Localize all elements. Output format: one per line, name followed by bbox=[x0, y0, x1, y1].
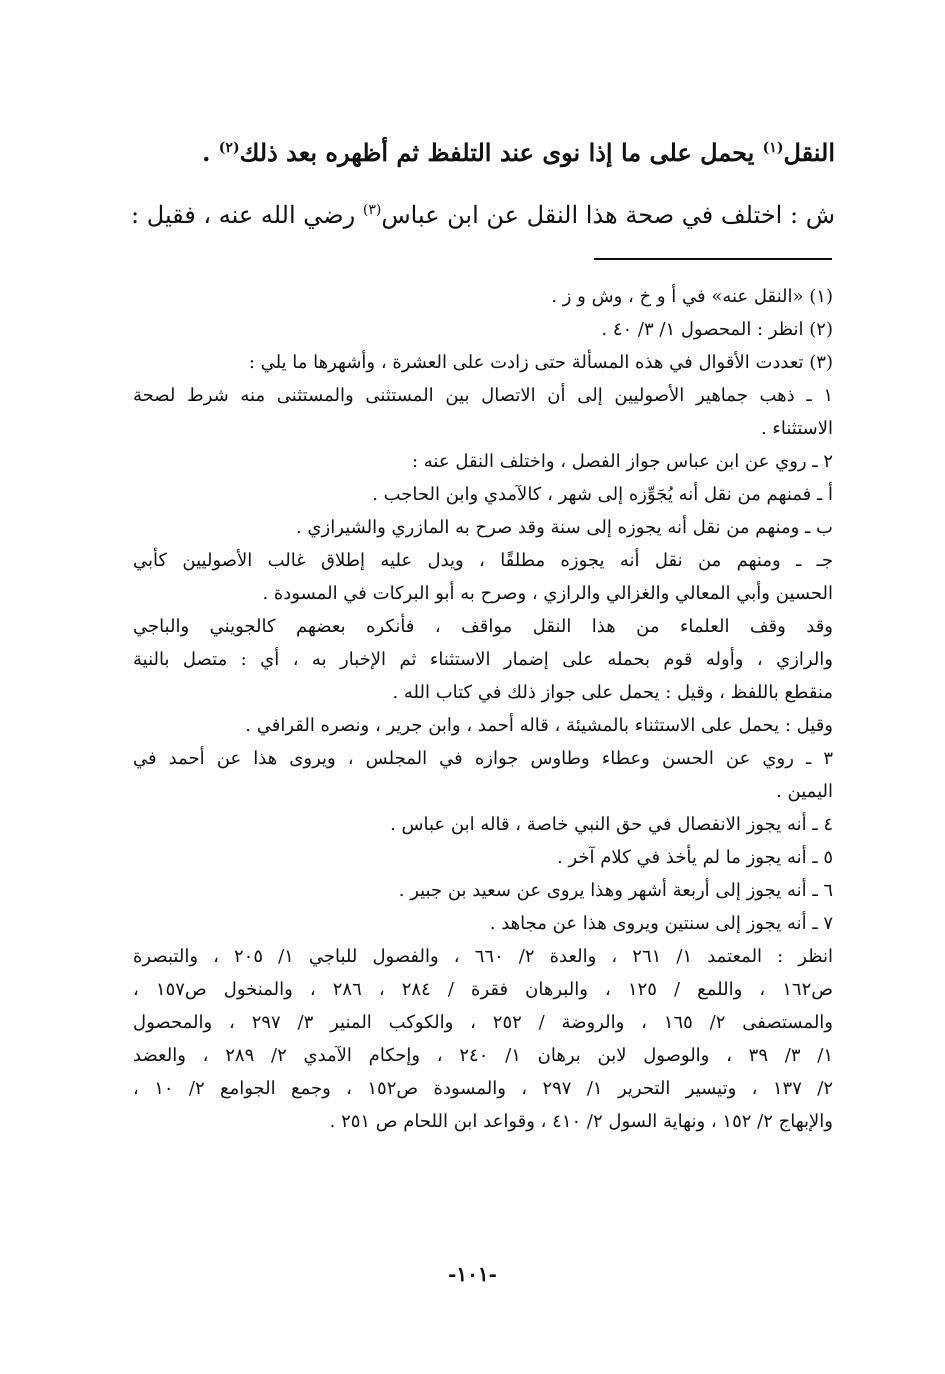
footnotes bbox=[133, 280, 833, 1138]
footnote-line: والمستصفى ٢/ ١٦٥ ، والروضة / ٢٥٢ ، والكوكب المنير ٣/ ٢٩٧ ، والمحصول bbox=[133, 1012, 833, 1033]
footnote-line: ١/ ٣/ ٣٩ ، والوصول لابن برهان ١/ ٢٤٠ ، وإحكام الآمدي ٢/ ٢٨٩ ، والعضد bbox=[133, 1045, 833, 1066]
main-text-segment: . bbox=[202, 138, 219, 167]
footnote-line: انظر : المعتمد ١/ ٢٦١ ، والعدة ٢/ ٦٦٠ ، والفصول للباجي ١/ ٢٠٥ ، والتبصرة bbox=[133, 946, 833, 967]
main-text-segment: ش : اختلف في صحة هذا النقل عن ابن عباس bbox=[381, 201, 835, 229]
footnote-line: وقيل : يحمل على الاستثناء بالمشيئة ، قاله أحمد ، وابن جرير ، ونصره القرافي . bbox=[245, 715, 833, 736]
footnote-line: ٢ ـ روي عن ابن عباس جواز الفصل ، واختلف النقل عنه : bbox=[411, 451, 833, 472]
footnote-line: والإبهاج ٢/ ١٥٢ ، ونهاية السول ٢/ ٤١٠ ، وقواعد ابن اللحام ص ٢٥١ . bbox=[329, 1111, 833, 1132]
main-text-line-2 bbox=[115, 198, 835, 232]
footnote-line: ب ـ ومنهم من نقل أنه يجوزه إلى سنة وقد صرح به المازري والشيرازي . bbox=[295, 517, 833, 538]
footnote-line: (١) «النقل عنه» في أ و خ ، وش و ز . bbox=[551, 286, 833, 307]
footnote-line: ٥ ـ أنه يجوز ما لم يأخذ في كلام آخر . bbox=[557, 847, 833, 868]
footnote-line: الاستثناء . bbox=[760, 418, 833, 439]
footnote-line: ص١٦٢ ، واللمع / ١٢٥ ، والبرهان فقرة / ٢٨٤ ، ٢٨٦ ، والمنخول ص١٥٧ ، bbox=[133, 979, 833, 1000]
footnote-line: جـ ـ ومنهم من نقل أنه يجوزه مطلقًا ، ويدل عليه إطلاق غالب الأصوليين كأبي bbox=[133, 550, 833, 571]
footnote-line: ٧ ـ أنه يجوز إلى سنتين ويروى هذا عن مجاهد . bbox=[489, 913, 833, 934]
footnote-line: (٣) تعددت الأقوال في هذه المسألة حتى زادت على العشرة ، وأشهرها ما يلي : bbox=[248, 352, 833, 373]
footnote-ref-2: (٢) bbox=[218, 140, 240, 156]
footnote-line: ٣ ـ روي عن الحسن وعطاء وطاوس جوازه في المجلس ، ويروى هذا عن أحمد في bbox=[133, 748, 833, 769]
main-text-line-1 bbox=[115, 136, 835, 170]
footnote-line: وقد وقف العلماء من هذا النقل مواقف ، فأنكره بعضهم كالجويني والباجي bbox=[133, 616, 833, 637]
footnote-line: ٢/ ١٣٧ ، وتيسير التحرير ١/ ٢٩٧ ، والمسودة ص١٥٢ ، وجمع الجوامع ٢/ ١٠ ، bbox=[133, 1078, 833, 1099]
footnote-line: (٢) انظر : المحصول ١/ ٣/ ٤٠ . bbox=[601, 319, 833, 340]
footnote-line: أ ـ فمنهم من نقل أنه يُجَوِّزه إلى شهر ، كالآمدي وابن الحاجب . bbox=[372, 484, 833, 505]
footnote-line: ١ ـ ذهب جماهير الأصوليين إلى أن الاتصال بين المستثنى والمستثنى منه شرط لصحة bbox=[133, 385, 833, 406]
footnote-line: الحسين وأبي المعالي والغزالي والرازي ، وصرح به أبو البركات في المسودة . bbox=[262, 583, 833, 604]
footnote-line: والرازي ، وأوله قوم بحمله على إضمار الاستثناء ثم الإخبار به ، أي : متصل بالنية bbox=[133, 649, 833, 670]
footnote-ref-3: (٣) bbox=[362, 202, 382, 218]
main-text-segment: رضي الله عنه ، فقيل : bbox=[131, 201, 363, 229]
footnote-line: ٤ ـ أنه يجوز الانفصال في حق النبي خاصة ، قاله ابن عباس . bbox=[390, 814, 833, 835]
footnote-line: منقطع باللفظ ، وقيل : يحمل على جواز ذلك في كتاب الله . bbox=[392, 682, 833, 703]
footnote-line: اليمين . bbox=[776, 781, 833, 802]
main-text-segment: النقل bbox=[783, 138, 835, 167]
footnote-ref-1: (١) bbox=[762, 140, 784, 156]
page-number: -١٠١- bbox=[448, 1262, 497, 1286]
footnote-line: ٦ ـ أنه يجوز إلى أربعة أشهر وهذا يروى عن سعيد بن جبير . bbox=[398, 880, 833, 901]
main-text-segment: يحمل على ما إذا نوى عند التلفظ ثم أظهره بعد ذلك bbox=[239, 138, 763, 167]
footnote-separator bbox=[594, 258, 832, 260]
